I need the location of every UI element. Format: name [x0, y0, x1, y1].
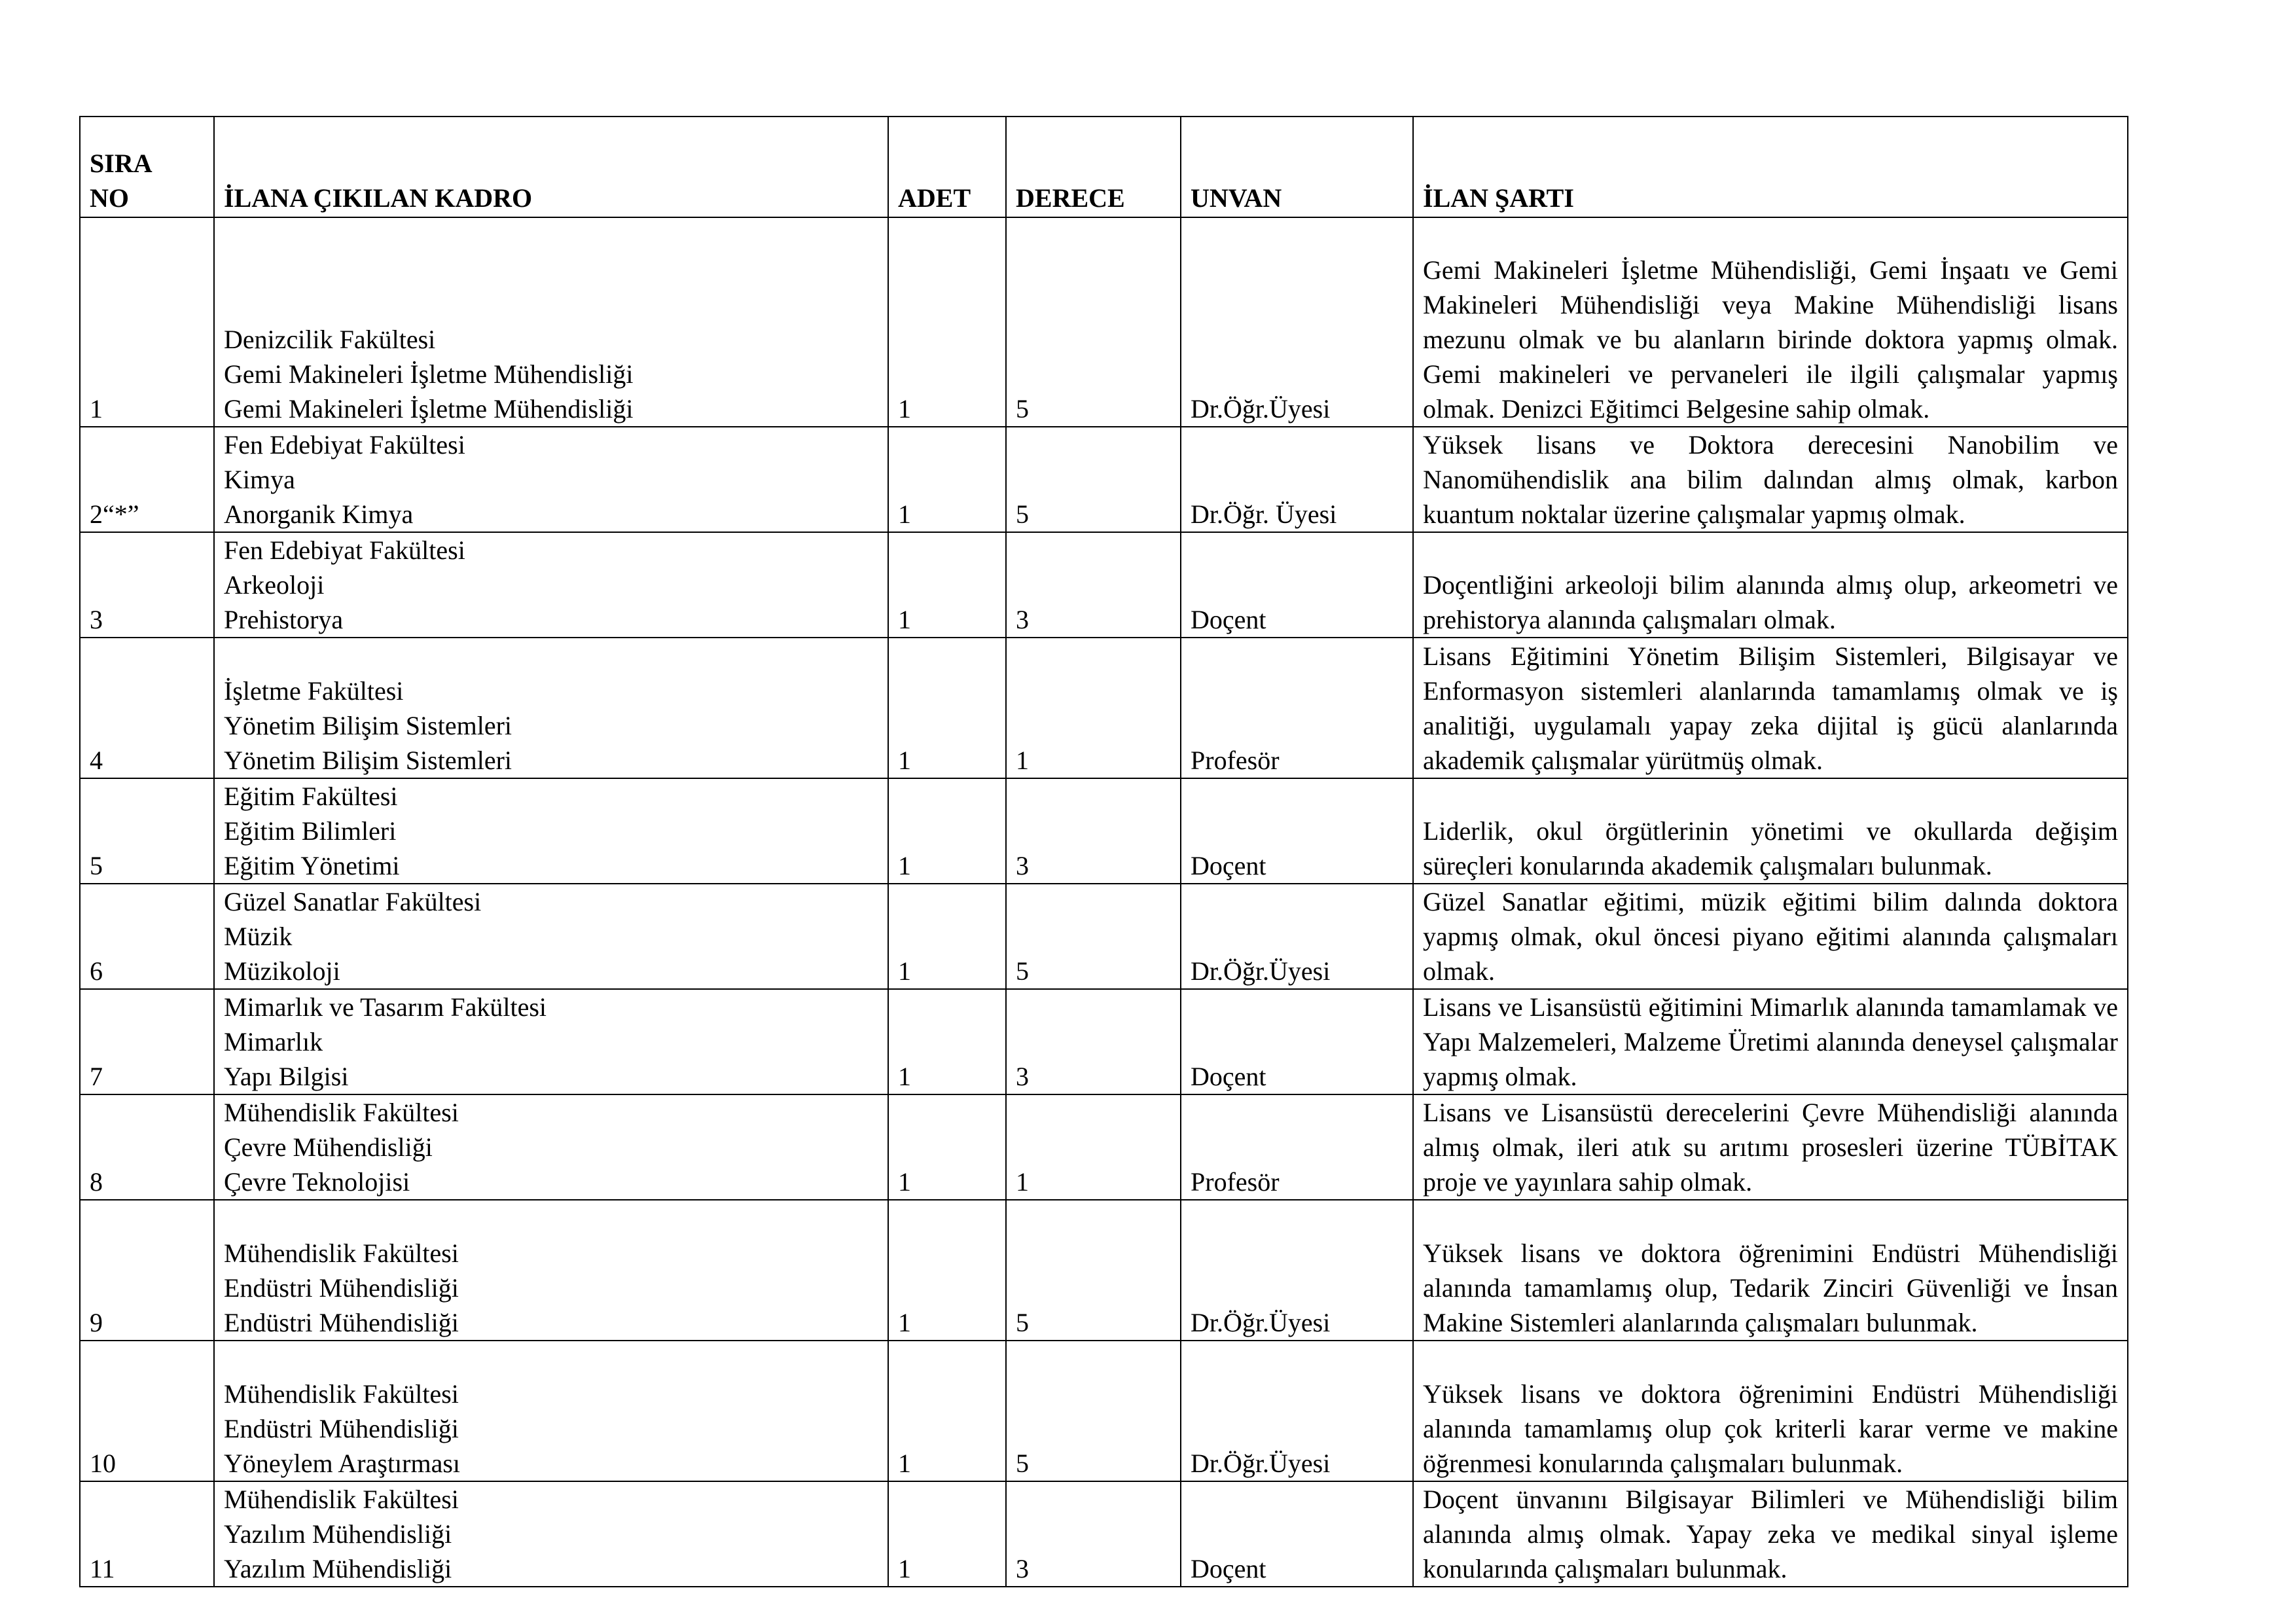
- cell-derece: 5: [1006, 217, 1181, 427]
- table-row: [80, 778, 2128, 884]
- cell-unvan: Doçent: [1181, 778, 1413, 884]
- cell-ilan-sarti: Yüksek lisans ve doktora öğrenimini Endüstri Mühendisliği alanında tamamlamış olup, Tedarik Zinciri Güvenliği ve İnsan Makine Sistemleri alanlarında çalışmaları bulunmak.: [1413, 1200, 2128, 1341]
- cell-derece: 3: [1006, 778, 1181, 884]
- cell-adet: 1: [888, 1481, 1006, 1587]
- kadro-bolum: Endüstri Mühendisliği: [224, 1273, 459, 1303]
- cell-unvan: Doçent: [1181, 532, 1413, 638]
- cell-unvan: Dr.Öğr. Üyesi: [1181, 427, 1413, 532]
- kadro-fakulte: Fen Edebiyat Fakültesi: [224, 535, 465, 565]
- cell-sira-no: 3: [80, 532, 214, 638]
- cell-sira-no: 7: [80, 989, 214, 1094]
- kadro-anabilim-dali: Prehistorya: [224, 605, 344, 634]
- table-row: [80, 989, 2128, 1094]
- kadro-anabilim-dali: Gemi Makineleri İşletme Mühendisliği: [224, 394, 634, 424]
- table-row: [80, 884, 2128, 989]
- cell-derece: 3: [1006, 532, 1181, 638]
- kadro-anabilim-dali: Yönetim Bilişim Sistemleri: [224, 746, 512, 775]
- cell-unvan: Doçent: [1181, 1481, 1413, 1587]
- table-row: [80, 1481, 2128, 1587]
- cell-sira-no: 10: [80, 1341, 214, 1481]
- kadro-anabilim-dali: Anorganik Kimya: [224, 499, 414, 529]
- cell-kadro: [214, 989, 888, 1094]
- cell-ilan-sarti: Doçent ünvanını Bilgisayar Bilimleri ve Mühendisliği bilim alanında almış olmak. Yapay zeka ve medikal sinyal işleme konularında çalışmaları bulunmak.: [1413, 1481, 2128, 1587]
- kadro-fakulte: Mühendislik Fakültesi: [224, 1238, 459, 1268]
- cell-kadro: [214, 1481, 888, 1587]
- kadro-anabilim-dali: Endüstri Mühendisliği: [224, 1308, 459, 1337]
- cell-unvan: Dr.Öğr.Üyesi: [1181, 1200, 1413, 1341]
- header-derece: DERECE: [1006, 117, 1181, 217]
- cell-adet: 1: [888, 638, 1006, 778]
- kadro-anabilim-dali: Yöneylem Araştırması: [224, 1449, 461, 1478]
- cell-kadro: [214, 1341, 888, 1481]
- kadro-bolum: Gemi Makineleri İşletme Mühendisliği: [224, 359, 634, 389]
- kadro-fakulte: Güzel Sanatlar Fakültesi: [224, 887, 482, 916]
- cell-sira-no: 2“*”: [80, 427, 214, 532]
- table-row: [80, 1341, 2128, 1481]
- cell-kadro: [214, 1094, 888, 1200]
- cell-ilan-sarti: Lisans ve Lisansüstü derecelerini Çevre Mühendisliği alanında almış olmak, ileri atık su arıtımı prosesleri üzerine TÜBİTAK proje ve yayınlara sahip olmak.: [1413, 1094, 2128, 1200]
- table-row: [80, 1200, 2128, 1341]
- cell-unvan: Profesör: [1181, 1094, 1413, 1200]
- cell-ilan-sarti: Lisans ve Lisansüstü eğitimini Mimarlık alanında tamamlamak ve Yapı Malzemeleri, Malzeme Üretimi alanında deneysel çalışmalar yapmış olmak.: [1413, 989, 2128, 1094]
- cell-adet: 1: [888, 217, 1006, 427]
- cell-adet: 1: [888, 1094, 1006, 1200]
- cell-unvan: Dr.Öğr.Üyesi: [1181, 217, 1413, 427]
- cell-derece: 3: [1006, 1481, 1181, 1587]
- cell-kadro: [214, 778, 888, 884]
- kadro-bolum: Arkeoloji: [224, 570, 325, 600]
- kadro-anabilim-dali: Eğitim Yönetimi: [224, 851, 400, 880]
- cell-derece: 1: [1006, 1094, 1181, 1200]
- kadro-bolum: Çevre Mühendisliği: [224, 1132, 433, 1162]
- header-kadro: İLANA ÇIKILAN KADRO: [214, 117, 888, 217]
- table-body: [80, 217, 2128, 1587]
- kadro-bolum: Mimarlık: [224, 1027, 323, 1056]
- cell-adet: 1: [888, 1341, 1006, 1481]
- cell-derece: 5: [1006, 884, 1181, 989]
- cell-kadro: [214, 1200, 888, 1341]
- header-sira-line1: SIRA: [90, 149, 152, 178]
- kadro-fakulte: Denizcilik Fakültesi: [224, 325, 436, 354]
- cell-sira-no: 11: [80, 1481, 214, 1587]
- cell-sira-no: 9: [80, 1200, 214, 1341]
- cell-unvan: Dr.Öğr.Üyesi: [1181, 884, 1413, 989]
- cell-sira-no: 5: [80, 778, 214, 884]
- cell-ilan-sarti: Güzel Sanatlar eğitimi, müzik eğitimi bilim dalında doktora yapmış olmak, okul öncesi piyano eğitimi alanında çalışmaları olmak.: [1413, 884, 2128, 989]
- table-row: [80, 532, 2128, 638]
- kadro-bolum: Eğitim Bilimleri: [224, 816, 397, 846]
- header-sira-no: [80, 117, 214, 217]
- kadro-anabilim-dali: Yapı Bilgisi: [224, 1062, 349, 1091]
- kadro-anabilim-dali: Yazılım Mühendisliği: [224, 1554, 452, 1583]
- kadro-bolum: Endüstri Mühendisliği: [224, 1414, 459, 1443]
- cell-derece: 1: [1006, 638, 1181, 778]
- kadro-bolum: Yönetim Bilişim Sistemleri: [224, 711, 512, 740]
- header-sira-line2: NO: [90, 183, 129, 213]
- cell-adet: 1: [888, 532, 1006, 638]
- cell-unvan: Doçent: [1181, 989, 1413, 1094]
- kadro-fakulte: Fen Edebiyat Fakültesi: [224, 430, 465, 460]
- header-unvan: UNVAN: [1181, 117, 1413, 217]
- cell-derece: 5: [1006, 1200, 1181, 1341]
- cell-kadro: [214, 217, 888, 427]
- table-header-row: [80, 117, 2128, 217]
- kadro-bolum: Kimya: [224, 465, 295, 494]
- header-adet: ADET: [888, 117, 1006, 217]
- cell-ilan-sarti: Lisans Eğitimini Yönetim Bilişim Sistemleri, Bilgisayar ve Enformasyon sistemleri alanlarında tamamlamış olmak ve iş analitiği, uygulamalı yapay zeka dijital iş gücü alanlarında akademik çalışmalar yürütmüş olmak.: [1413, 638, 2128, 778]
- table-row: [80, 427, 2128, 532]
- cell-adet: 1: [888, 778, 1006, 884]
- kadro-anabilim-dali: Müzikoloji: [224, 956, 340, 986]
- cell-sira-no: 6: [80, 884, 214, 989]
- cell-ilan-sarti: Doçentliğini arkeoloji bilim alanında almış olup, arkeometri ve prehistorya alanında çalışmaları olmak.: [1413, 532, 2128, 638]
- cell-sira-no: 4: [80, 638, 214, 778]
- table-row: [80, 217, 2128, 427]
- cell-sira-no: 8: [80, 1094, 214, 1200]
- kadro-fakulte: İşletme Fakültesi: [224, 676, 404, 706]
- kadro-fakulte: Mühendislik Fakültesi: [224, 1485, 459, 1514]
- cell-kadro: [214, 638, 888, 778]
- cell-ilan-sarti: Yüksek lisans ve doktora öğrenimini Endüstri Mühendisliği alanında tamamlamış olup çok kriterli karar verme ve makine öğrenmesi konularında çalışmaları bulunmak.: [1413, 1341, 2128, 1481]
- cell-ilan-sarti: Gemi Makineleri İşletme Mühendisliği, Gemi İnşaatı ve Gemi Makineleri Mühendisliği veya Makine Mühendisliği lisans mezunu olmak ve bu alanların birinde doktora yapmış olmak. Gemi makineleri ve pervaneleri ile ilgili çalışmalar yapmış olmak. Denizci Eğitimci Belgesine sahip olmak.: [1413, 217, 2128, 427]
- kadro-bolum: Müzik: [224, 922, 293, 951]
- cell-unvan: Dr.Öğr.Üyesi: [1181, 1341, 1413, 1481]
- cell-derece: 5: [1006, 1341, 1181, 1481]
- cell-unvan: Profesör: [1181, 638, 1413, 778]
- kadro-fakulte: Mühendislik Fakültesi: [224, 1098, 459, 1127]
- cell-sira-no: 1: [80, 217, 214, 427]
- cell-kadro: [214, 427, 888, 532]
- kadro-fakulte: Mühendislik Fakültesi: [224, 1379, 459, 1409]
- table-row: [80, 1094, 2128, 1200]
- cell-ilan-sarti: Liderlik, okul örgütlerinin yönetimi ve okullarda değişim süreçleri konularında akademik çalışmaları bulunmak.: [1413, 778, 2128, 884]
- table-row: [80, 638, 2128, 778]
- header-ilan-sarti: İLAN ŞARTI: [1413, 117, 2128, 217]
- cell-adet: 1: [888, 989, 1006, 1094]
- cell-ilan-sarti: Yüksek lisans ve Doktora derecesini Nanobilim ve Nanomühendislik ana bilim dalından almış olmak, karbon kuantum noktalar üzerine çalışmalar yapmış olmak.: [1413, 427, 2128, 532]
- cell-kadro: [214, 884, 888, 989]
- cell-adet: 1: [888, 1200, 1006, 1341]
- kadro-fakulte: Mimarlık ve Tasarım Fakültesi: [224, 992, 547, 1022]
- kadro-bolum: Yazılım Mühendisliği: [224, 1519, 452, 1549]
- kadro-anabilim-dali: Çevre Teknolojisi: [224, 1167, 410, 1197]
- cell-derece: 3: [1006, 989, 1181, 1094]
- cell-adet: 1: [888, 427, 1006, 532]
- cell-adet: 1: [888, 884, 1006, 989]
- kadro-table: [79, 116, 2128, 1587]
- cell-derece: 5: [1006, 427, 1181, 532]
- cell-kadro: [214, 532, 888, 638]
- kadro-fakulte: Eğitim Fakültesi: [224, 782, 398, 811]
